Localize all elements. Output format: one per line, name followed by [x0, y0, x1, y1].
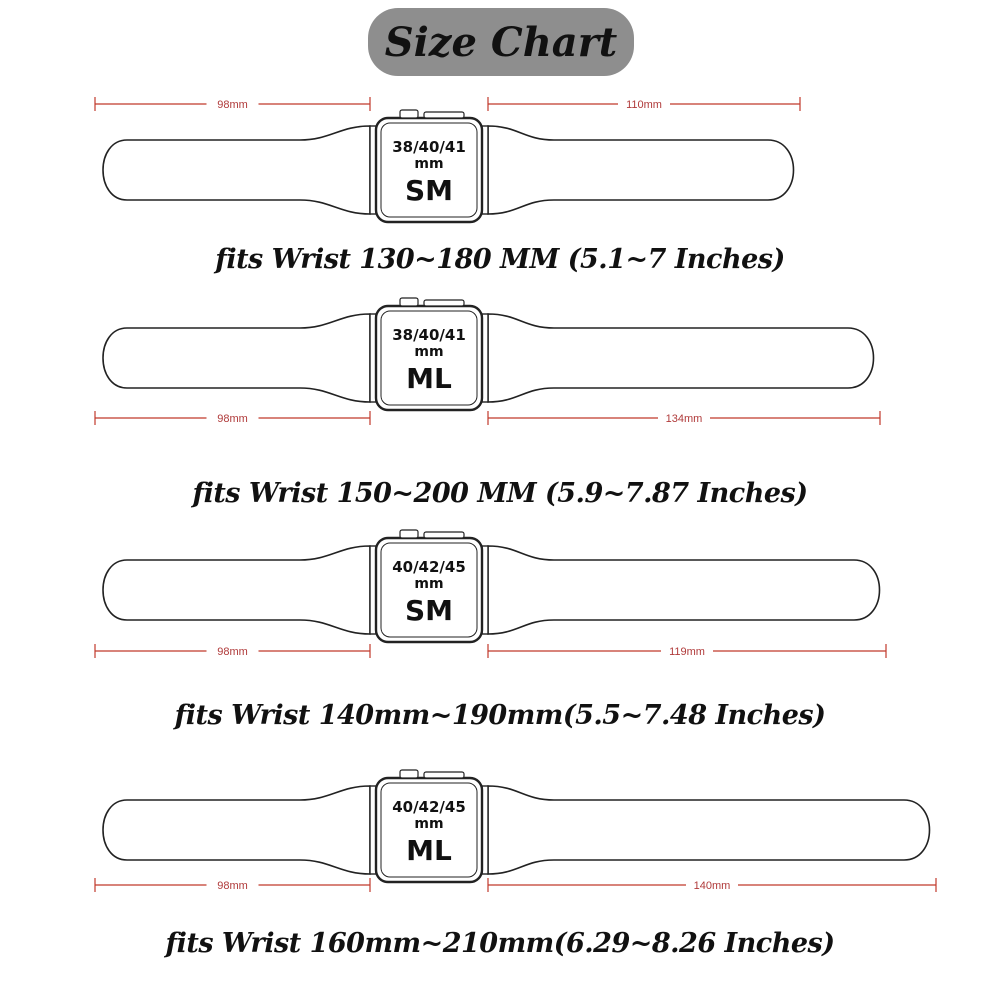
band-2-crown: [400, 298, 418, 306]
band-4-right-dim-label: 140mm: [693, 880, 731, 892]
band-4-crown: [400, 770, 418, 778]
band-1-side-button: [424, 112, 464, 118]
band-2-left-strap: [103, 314, 370, 402]
band-4-left-strap: [103, 786, 370, 874]
band-1-left-strap: [103, 126, 370, 214]
band-1-right-dim-label: 110mm: [626, 99, 662, 111]
band-4-side-button: [424, 772, 464, 778]
fit-text-1: fits Wrist 130~180 MM (5.1~7 Inches): [215, 244, 785, 275]
band-1-case-sizes: 38/40/41: [392, 138, 466, 156]
band-3-left-strap: [103, 546, 370, 634]
fit-text-3: fits Wrist 140mm~190mm(5.5~7.48 Inches): [174, 700, 826, 731]
band-4-case-sizes: 40/42/45: [392, 798, 466, 816]
band-3-band-size: SM: [404, 594, 454, 627]
band-2-band-size: ML: [406, 362, 452, 395]
band-2-case-sizes: 38/40/41: [392, 326, 466, 344]
band-4-left-dim-label: 98mm: [217, 880, 248, 892]
fit-text-4: fits Wrist 160mm~210mm(6.29~8.26 Inches): [165, 928, 835, 959]
band-3-side-button: [424, 532, 464, 538]
band-1-right-strap: [488, 126, 794, 214]
band-3-left-dim-label: 98mm: [217, 646, 248, 658]
band-4-band-size: ML: [406, 834, 452, 867]
band-2-unit: mm: [414, 344, 444, 360]
band-3-unit: mm: [414, 576, 444, 592]
band-2-left-dim-label: 98mm: [217, 413, 248, 425]
band-1-crown: [400, 110, 418, 118]
band-1-left-dim-label: 98mm: [217, 99, 248, 111]
fit-text-2: fits Wrist 150~200 MM (5.9~7.87 Inches): [192, 478, 808, 509]
band-4-unit: mm: [414, 816, 444, 832]
band-2-right-dim-label: 134mm: [665, 413, 703, 425]
band-3-case-sizes: 40/42/45: [392, 558, 466, 576]
band-2-right-strap: [488, 314, 874, 402]
band-2-side-button: [424, 300, 464, 306]
band-3-right-strap: [488, 546, 880, 634]
chart-title: Size Chart: [384, 18, 618, 66]
band-1-unit: mm: [414, 156, 444, 172]
band-4-right-strap: [488, 786, 930, 874]
band-1-band-size: SM: [404, 174, 454, 207]
band-3-right-dim-label: 119mm: [669, 646, 705, 658]
band-3-crown: [400, 530, 418, 538]
